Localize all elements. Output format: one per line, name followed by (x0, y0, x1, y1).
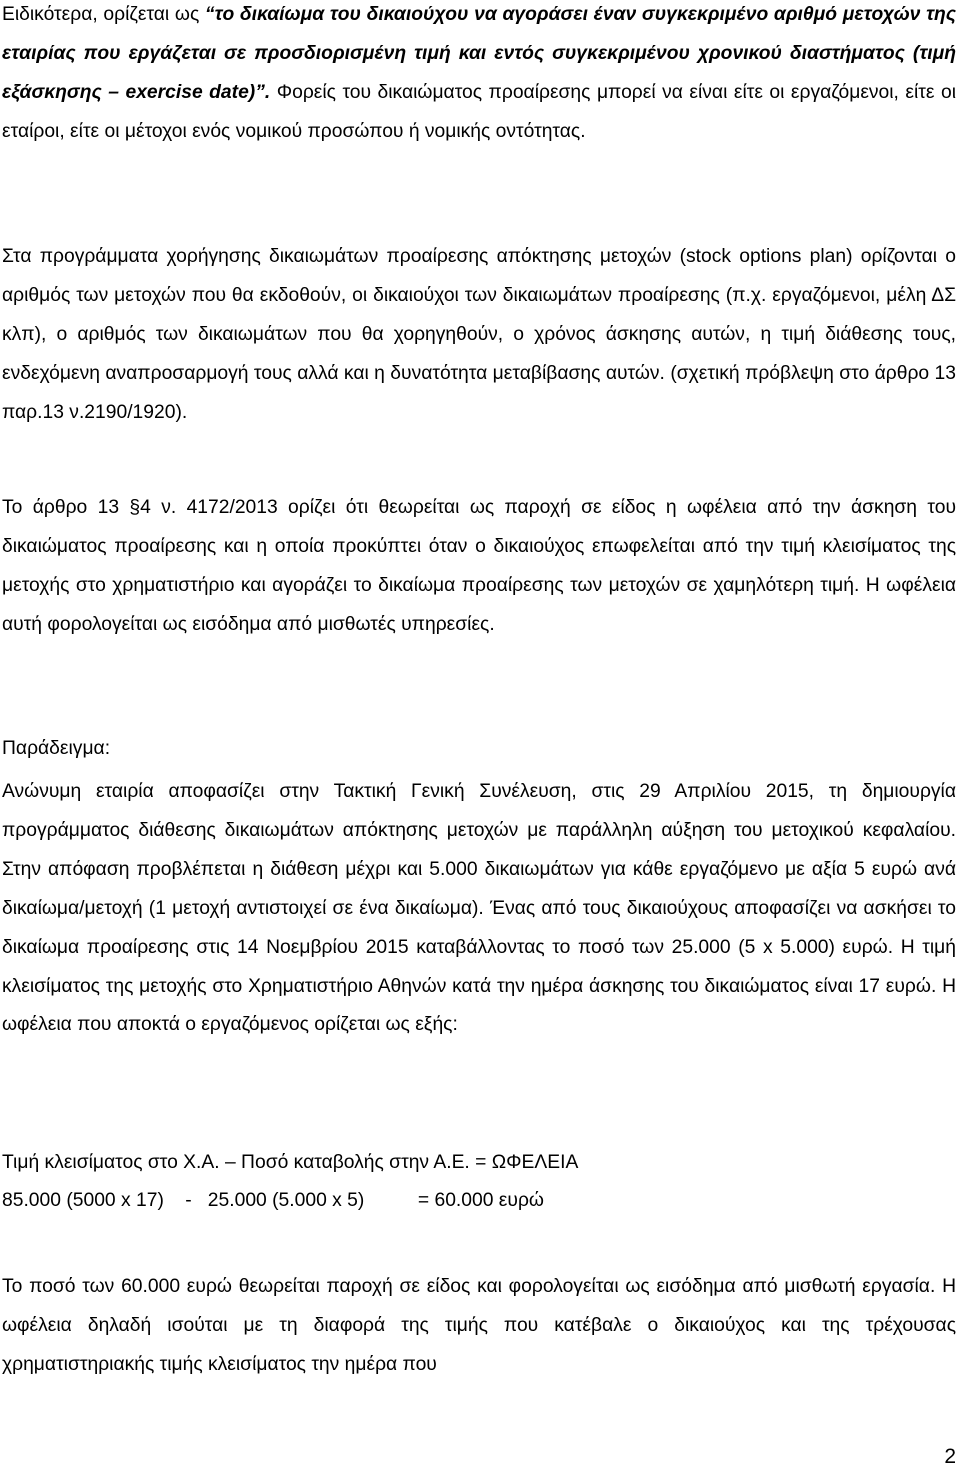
definition-lead: Ειδικότερα, ορίζεται ως (2, 4, 205, 25)
stock-options-paragraph: Στα προγράμματα χορήγησης δικαιωμάτων προαίρεσης απόκτησης μετοχών (stock options plan) ορίζονται ο αριθμός των μετοχών που θα εκδοθούν, οι δικαιούχοι των δικαιωμάτων προαίρεσης (π.χ. εργαζόμενοι, μέλη ΔΣ κλπ), ο αριθμός των δικαιωμάτων που θα χορηγηθούν, ο χρόνος άσκησης αυτών, η τιμή διάθεσης τους, ενδεχόμενη αναπροσαρμογή τους αλλά και η δυνατότητα μεταβίβασης αυτών. (σχετική πρόβλεψη στο άρθρο 13 παρ.13 ν.2190/1920). (2, 246, 956, 423)
example-heading: Παράδειγμα: (2, 738, 111, 759)
formula-line: Τιμή κλεισίματος στο Χ.Α. – Ποσό καταβολής στην Α.Ε. = ΩΦΕΛΕΙΑ (2, 1152, 579, 1173)
conclusion-paragraph: Το ποσό των 60.000 ευρώ θεωρείται παροχή σε είδος και φορολογείται ως εισόδημα από μισθωτή εργασία. Η ωφέλεια δηλαδή ισούται με τη διαφορά της τιμής που κατέβαλε ο δικαιούχος και της τρέχουσας χρηματιστηριακής τιμής κλεισίματος την ημέρα που (2, 1276, 956, 1375)
calculation-line: 85.000 (5000 x 17) - 25.000 (5.000 x 5) = 60.000 ευρώ (2, 1190, 544, 1211)
definition-paragraph (2, 0, 956, 152)
example-paragraph: Ανώνυμη εταιρία αποφασίζει στην Τακτική Γενική Συνέλευση, στις 29 Απριλίου 2015, τη δημιουργία προγράμματος διάθεσης δικαιωμάτων απόκτησης μετοχών με παράλληλη αύξηση του μετοχικού κεφαλαίου. Στην απόφαση προβλέπεται η διάθεση μέχρι και 5.000 δικαιωμάτων για κάθε εργαζόμενο με αξία 5 ευρώ ανά δικαίωμα/μετοχή (1 μετοχή αντιστοιχεί σε ένα δικαίωμα). Ένας από τους δικαιούχους αποφασίζει να ασκήσει το δικαίωμα προαίρεσης στις 14 Νοεμβρίου 2015 καταβάλλοντας το ποσό των 25.000 (5 x 5.000) ευρώ. Η τιμή κλεισίματος της μετοχής στο Χρηματιστήριο Αθηνών κατά την ημέρα άσκησης του δικαιώματος είναι 17 ευρώ. Η ωφέλεια που αποκτά ο εργαζόμενος ορίζεται ως εξής: (2, 781, 956, 1036)
article-paragraph: Το άρθρο 13 §4 ν. 4172/2013 ορίζει ότι θεωρείται ως παροχή σε είδος η ωφέλεια από την άσκηση του δικαιώματος προαίρεσης και η οποία προκύπτει όταν ο δικαιούχος επωφελείται από την τιμή κλεισίματος της μετοχής στο χρηματιστήριο και αγοράζει το δικαίωμα προαίρεσης των μετοχών σε χαμηλότερη τιμή. Η ωφέλεια αυτή φορολογείται ως εισόδημα από μισθωτές υπηρεσίες. (2, 497, 956, 635)
definition-emphasis: “το δικαίωμα του δικαιούχου να αγοράσει έναν συγκεκριμένο αριθμό μετοχών της εταιρίας που εργάζεται σε προσδιορισμένη τιμή και εντός συγκεκριμένου χρονικού διαστήματος (τιμή εξάσκησης – exercise date)”. (2, 4, 956, 103)
page-number: 2 (944, 1445, 956, 1468)
definition-tail: Φορείς του δικαιώματος προαίρεσης μπορεί να είναι είτε οι εργαζόμενοι, είτε οι εταίροι, είτε οι μέτοχοι ενός νομικού προσώπου ή νομικής οντότητας. (2, 81, 956, 142)
